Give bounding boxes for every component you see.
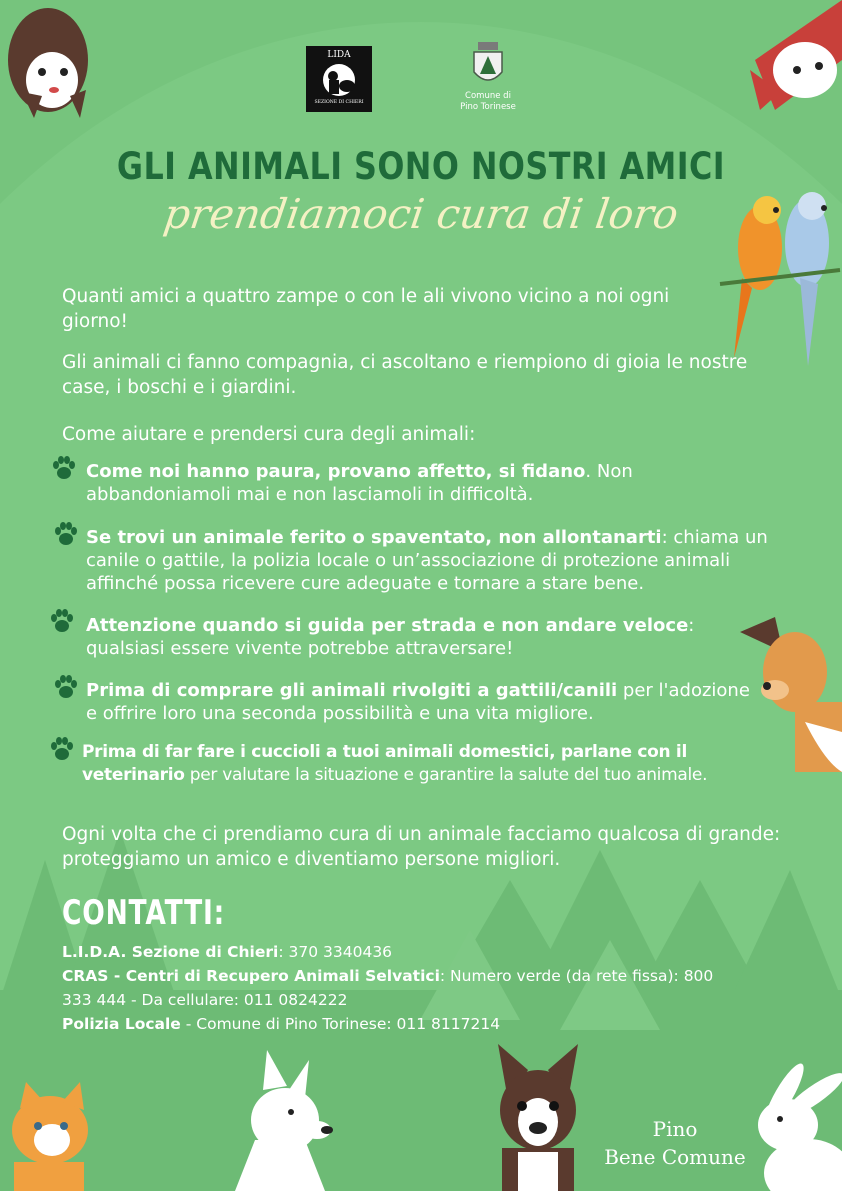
tip-item-3: [86, 614, 736, 660]
tip-5-bold: Prima di far fare i cuccioli a tuoi animali domestici, parlane con il veterinario: [82, 742, 687, 785]
tip-1-bold: Come noi hanno paura, provano affetto, si fidano: [86, 461, 586, 482]
brand-line2: Bene Comune: [604, 1145, 746, 1169]
contact-lida-value: : 370 3340436: [278, 943, 393, 961]
contact-cras-line2: 333 444 - Da cellulare: 011 0824222: [62, 991, 348, 1009]
brand-logo-text: [580, 1115, 770, 1171]
contact-lida-label: L.I.D.A. Sezione di Chieri: [62, 943, 279, 961]
intro-paragraph-1: Quanti amici a quattro zampe o con le ali vivono vicino a noi ogni giorno!: [62, 286, 670, 332]
intro-paragraph-3: Come aiutare e prendersi cura degli animali:: [62, 424, 476, 445]
comune-label: [440, 91, 536, 113]
tip-item-1: [86, 460, 726, 506]
closing-paragraph: Ogni volta che ci prendiamo cura di un animale facciamo qualcosa di grande: proteggiamo un amico e diventiamo persone migliori.: [62, 824, 781, 870]
page-title: GLI ANIMALI SONO NOSTRI AMICI: [116, 145, 726, 188]
paw-icon: [50, 454, 78, 482]
paw-icon: [48, 735, 76, 763]
contact-cras-value-1: : Numero verde (da rete fissa): 800: [439, 967, 714, 985]
paw-icon: [52, 673, 80, 701]
contacts-heading: CONTATTI:: [62, 893, 225, 933]
white-dog-illustration: [205, 1050, 345, 1191]
comune-line1: Comune di: [465, 91, 511, 101]
lida-logo-subtitle: SEZIONE DI CHIERI: [314, 100, 364, 105]
boston-terrier-illustration: [488, 1040, 588, 1191]
lida-logo-emblem: [319, 62, 359, 98]
tip-4-bold: Prima di comprare gli animali rivolgiti a gattili/canili: [86, 680, 618, 701]
cat-top-left-illustration: [0, 0, 100, 120]
comune-line2: Pino Torinese: [460, 102, 516, 112]
tip-3-bold: Attenzione quando si guida per strada e non andare veloce: [86, 615, 689, 636]
lida-logo: [306, 46, 372, 112]
lida-logo-title: LIDA: [327, 50, 351, 60]
tip-3-text: : qualsiasi essere vivente potrebbe attraversare!: [86, 615, 695, 659]
tip-4-text: per l'adozione e offrire loro una seconda possibilità e una vita migliore.: [86, 680, 750, 724]
paw-icon: [48, 607, 76, 635]
cat-top-right-illustration: [735, 0, 842, 130]
tip-2-bold: Se trovi un animale ferito o spaventato, non allontanarti: [86, 527, 662, 548]
tip-item-4: [86, 679, 766, 725]
paw-icon: [52, 520, 80, 548]
contact-polizia-label: Polizia Locale: [62, 1015, 181, 1033]
comune-crest-icon: [470, 42, 506, 88]
contact-lida: [62, 940, 782, 964]
tip-5-text: per valutare la situazione e garantire la salute del tuo animale.: [184, 765, 708, 785]
contact-cras: [62, 964, 782, 988]
intro-paragraph-2: Gli animali ci fanno compagnia, ci ascoltano e riempiono di gioia le nostre case, i boschi e i giardini.: [62, 352, 748, 398]
tip-1-text: . Non abbandoniamoli mai e non lasciamoli in difficoltà.: [86, 461, 633, 505]
cat-bottom-left-illustration: [0, 1078, 95, 1191]
page-subtitle: prendiamoci cura di loro: [160, 190, 682, 238]
tip-item-2: [86, 526, 786, 595]
contact-cras-label: CRAS - Centri di Recupero Animali Selvatici: [62, 967, 440, 985]
tip-item-5: [82, 741, 782, 787]
contact-polizia: [62, 1012, 782, 1036]
tip-2-text: : chiama un canile o gattile, la polizia locale o un’associazione di protezione animali affinché possa ricevere cure adeguate e tornare a stare bene.: [86, 527, 768, 594]
brand-line1: Pino: [652, 1117, 698, 1141]
contact-polizia-value: - Comune di Pino Torinese: 011 8117214: [180, 1015, 501, 1033]
